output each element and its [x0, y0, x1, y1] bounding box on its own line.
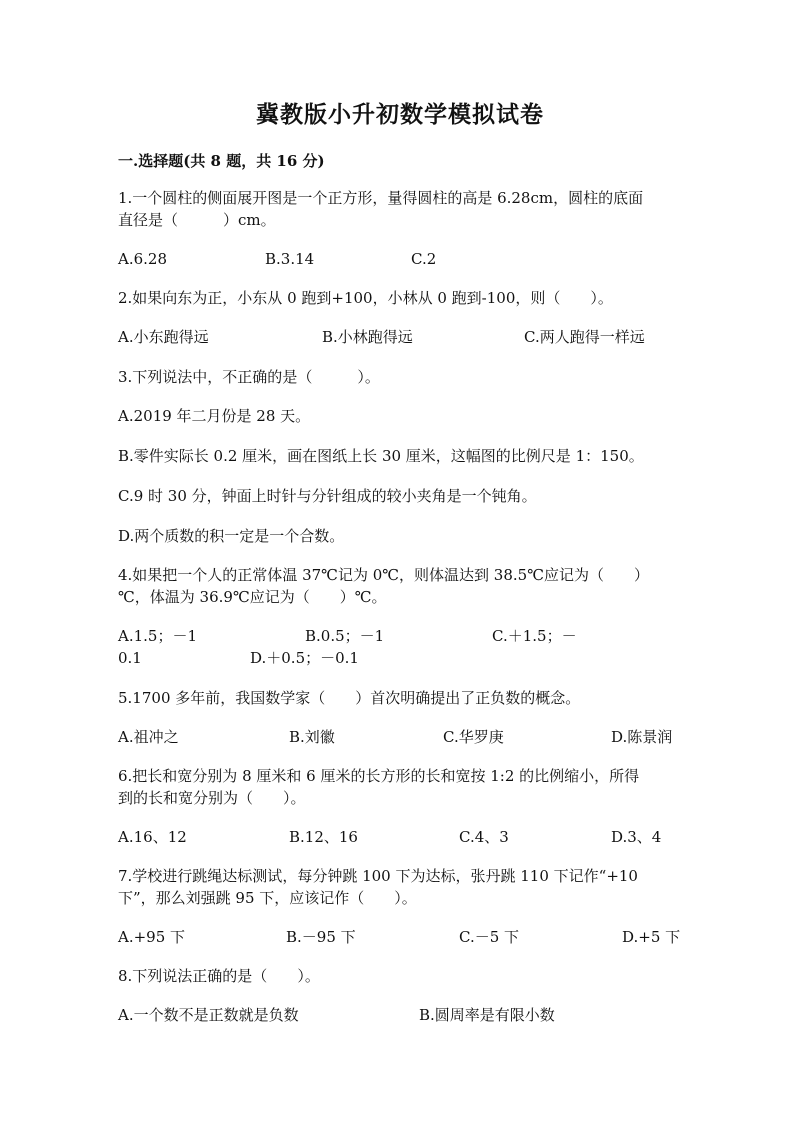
- question-5-option-c: C.华罗庚: [443, 728, 504, 746]
- question-6-option-b: B.12、16: [289, 828, 358, 846]
- question-7-option-c: C.－5 下: [459, 928, 520, 946]
- question-8-option-a: A.一个数不是正数就是负数: [118, 1006, 299, 1024]
- question-1-option-c: C.2: [411, 250, 437, 268]
- question-6-option-a: A.16、12: [118, 828, 187, 846]
- question-8-option-b: B.圆周率是有限小数: [419, 1006, 555, 1024]
- question-7-text-line-1: 7.学校进行跳绳达标测试，每分钟跳 100 下为达标，张丹跳 110 下记作“+10: [118, 867, 638, 885]
- question-1-option-b: B.3.14: [265, 250, 315, 268]
- question-5-text-line-1: 5.1700 多年前，我国数学家（ ）首次明确提出了正负数的概念。: [118, 689, 581, 707]
- question-4-option-c-continued: 0.1: [118, 649, 142, 667]
- question-5-option-a: A.祖冲之: [118, 728, 179, 746]
- question-1-text-line-1: 1.一个圆柱的侧面展开图是一个正方形，量得圆柱的高是 6.28cm，圆柱的底面: [118, 189, 644, 207]
- question-2-option-c: C.两人跑得一样远: [524, 328, 645, 346]
- question-1-option-a: A.6.28: [118, 250, 167, 268]
- question-6-text-line-2: 到的长和宽分别为（ ）。: [118, 789, 306, 807]
- question-8-text-line-1: 8.下列说法正确的是（ ）。: [118, 967, 320, 985]
- question-2-option-b: B.小林跑得远: [322, 328, 413, 346]
- question-4-option-d: D.＋0.5；－0.1: [250, 649, 359, 667]
- question-7-option-b: B.－95 下: [286, 928, 356, 946]
- question-6-option-c: C.4、3: [459, 828, 509, 846]
- section-heading: 一.选择题(共 8 题，共 16 分): [118, 152, 325, 170]
- question-3-option-b: B.零件实际长 0.2 厘米，画在图纸上长 30 厘米，这幅图的比例尺是 1：150。: [118, 447, 644, 465]
- question-4-text-line-1: 4.如果把一个人的正常体温 37℃记为 0℃，则体温达到 38.5℃应记为（ ）: [118, 566, 649, 584]
- question-4-option-c: C.＋1.5；－: [492, 627, 577, 645]
- question-3-option-d: D.两个质数的积一定是一个合数。: [118, 527, 345, 545]
- question-4-option-b: B.0.5；－1: [305, 627, 385, 645]
- question-3-option-a: A.2019 年二月份是 28 天。: [118, 407, 311, 425]
- question-5-option-b: B.刘徽: [289, 728, 335, 746]
- question-5-option-d: D.陈景润: [611, 728, 673, 746]
- question-7-option-a: A.+95 下: [118, 928, 186, 946]
- question-4-option-a: A.1.5；－1: [118, 627, 197, 645]
- question-4-text-line-2: ℃，体温为 36.9℃应记为（ ）℃。: [118, 588, 387, 606]
- question-3-option-c: C.9 时 30 分，钟面上时针与分针组成的较小夹角是一个钝角。: [118, 487, 537, 505]
- question-7-text-line-2: 下”，那么刘强跳 95 下，应该记作（ ）。: [118, 889, 417, 907]
- question-6-text-line-1: 6.把长和宽分别为 8 厘米和 6 厘米的长方形的长和宽按 1:2 的比例缩小，所得: [118, 767, 640, 785]
- question-2-text-line-1: 2.如果向东为正，小东从 0 跑到+100，小林从 0 跑到-100，则（ ）。: [118, 289, 613, 307]
- question-6-option-d: D.3、4: [611, 828, 662, 846]
- question-2-option-a: A.小东跑得远: [118, 328, 209, 346]
- question-1-text-line-2: 直径是（ ）cm。: [118, 211, 276, 229]
- question-7-option-d: D.+5 下: [622, 928, 681, 946]
- question-3-text-line-1: 3.下列说法中，不正确的是（ ）。: [118, 368, 380, 386]
- page-title: 冀教版小升初数学模拟试卷: [256, 101, 544, 128]
